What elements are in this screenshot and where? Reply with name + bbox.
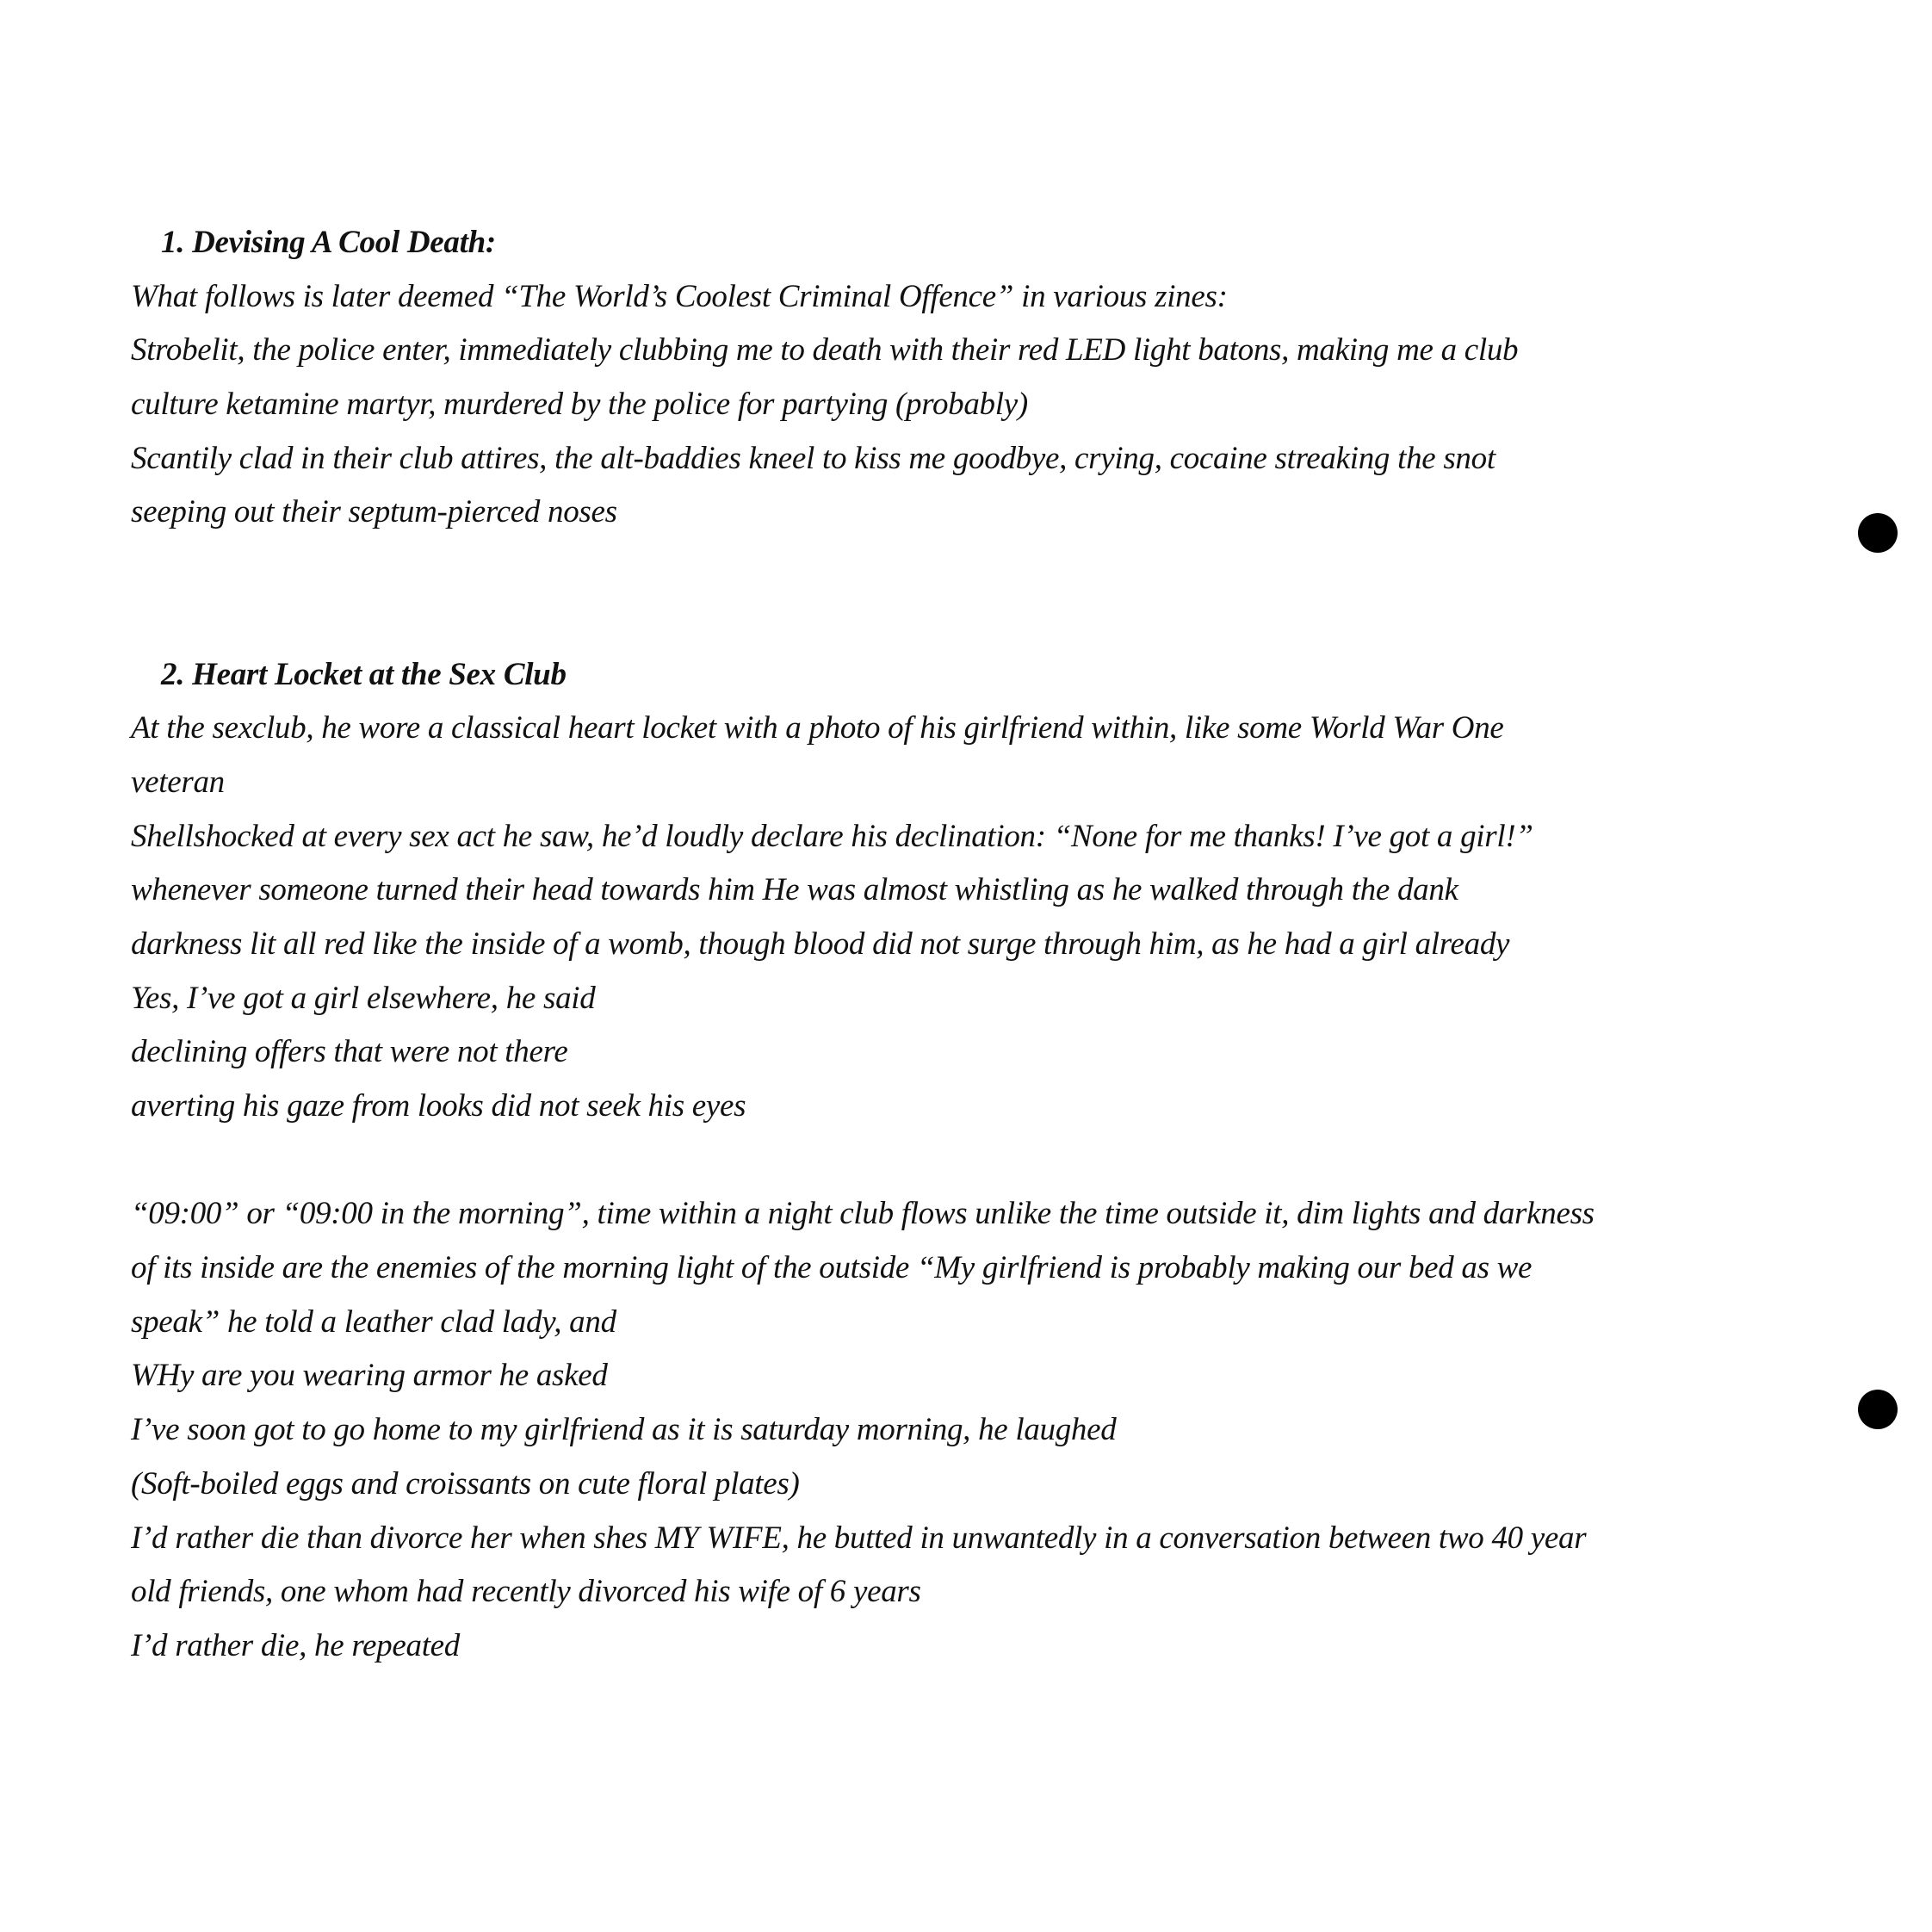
- text-line: (Soft-boiled eggs and croissants on cute floral plates): [131, 1465, 800, 1502]
- text-line: whenever someone turned their head towards him He was almost whistling as he walked through the dank: [131, 872, 1458, 908]
- text-line: What follows is later deemed “The World’s Coolest Criminal Offence” in various zines:: [131, 278, 1228, 314]
- text-line: Scantily clad in their club attires, the alt-baddies kneel to kiss me goodbye, crying, cocaine streaking the snot: [131, 440, 1495, 476]
- blank-line: [131, 1134, 1853, 1188]
- section-2-heading: 2. Heart Locket at the Sex Club: [161, 656, 567, 692]
- text-line: declining offers that were not there: [131, 1034, 568, 1070]
- text-line: At the sexclub, he wore a classical heart locket with a photo of his girlfriend within, like some World War One: [131, 710, 1504, 746]
- text-line: “09:00” or “09:00 in the morning”, time within a night club flows unlike the time outside it, dim lights and darkness: [131, 1196, 1595, 1232]
- section-1-heading: 1. Devising A Cool Death:: [161, 225, 496, 260]
- text-line: averting his gaze from looks did not seek his eyes: [131, 1088, 746, 1124]
- punch-hole-dot-icon: [1858, 1390, 1898, 1429]
- text-line: old friends, one whom had recently divorced his wife of 6 years: [131, 1574, 921, 1610]
- text-line: Strobelit, the police enter, immediately clubbing me to death with their red LED light batons, making me a club: [131, 332, 1519, 368]
- text-line: of its inside are the enemies of the morning light of the outside “My girlfriend is probably making our bed as we: [131, 1250, 1533, 1286]
- blank-line: [131, 594, 1853, 648]
- text-line: seeping out their septum-pierced noses: [131, 494, 617, 530]
- text-line: culture ketamine martyr, murdered by the police for partying (probably): [131, 387, 1028, 423]
- document-body: [131, 216, 1853, 1674]
- text-line: Shellshocked at every sex act he saw, he’d loudly declare his declination: “None for me thanks! I’ve got a girl!”: [131, 818, 1533, 854]
- text-line: I’ve soon got to go home to my girlfriend as it is saturday morning, he laughed: [131, 1412, 1117, 1448]
- text-line: darkness lit all red like the inside of a womb, though blood did not surge through him, as he had a girl already: [131, 926, 1510, 962]
- text-line: I’d rather die, he repeated: [131, 1627, 460, 1663]
- text-line: veteran: [131, 764, 225, 800]
- punch-hole-dot-icon: [1858, 513, 1898, 553]
- text-line: Yes, I’ve got a girl elsewhere, he said: [131, 980, 596, 1016]
- text-line: WHy are you wearing armor he asked: [131, 1358, 608, 1394]
- blank-line: [131, 540, 1853, 594]
- text-line: speak” he told a leather clad lady, and: [131, 1303, 616, 1340]
- text-line: I’d rather die than divorce her when shes MY WIFE, he butted in unwantedly in a conversation between two 40 year: [131, 1520, 1587, 1556]
